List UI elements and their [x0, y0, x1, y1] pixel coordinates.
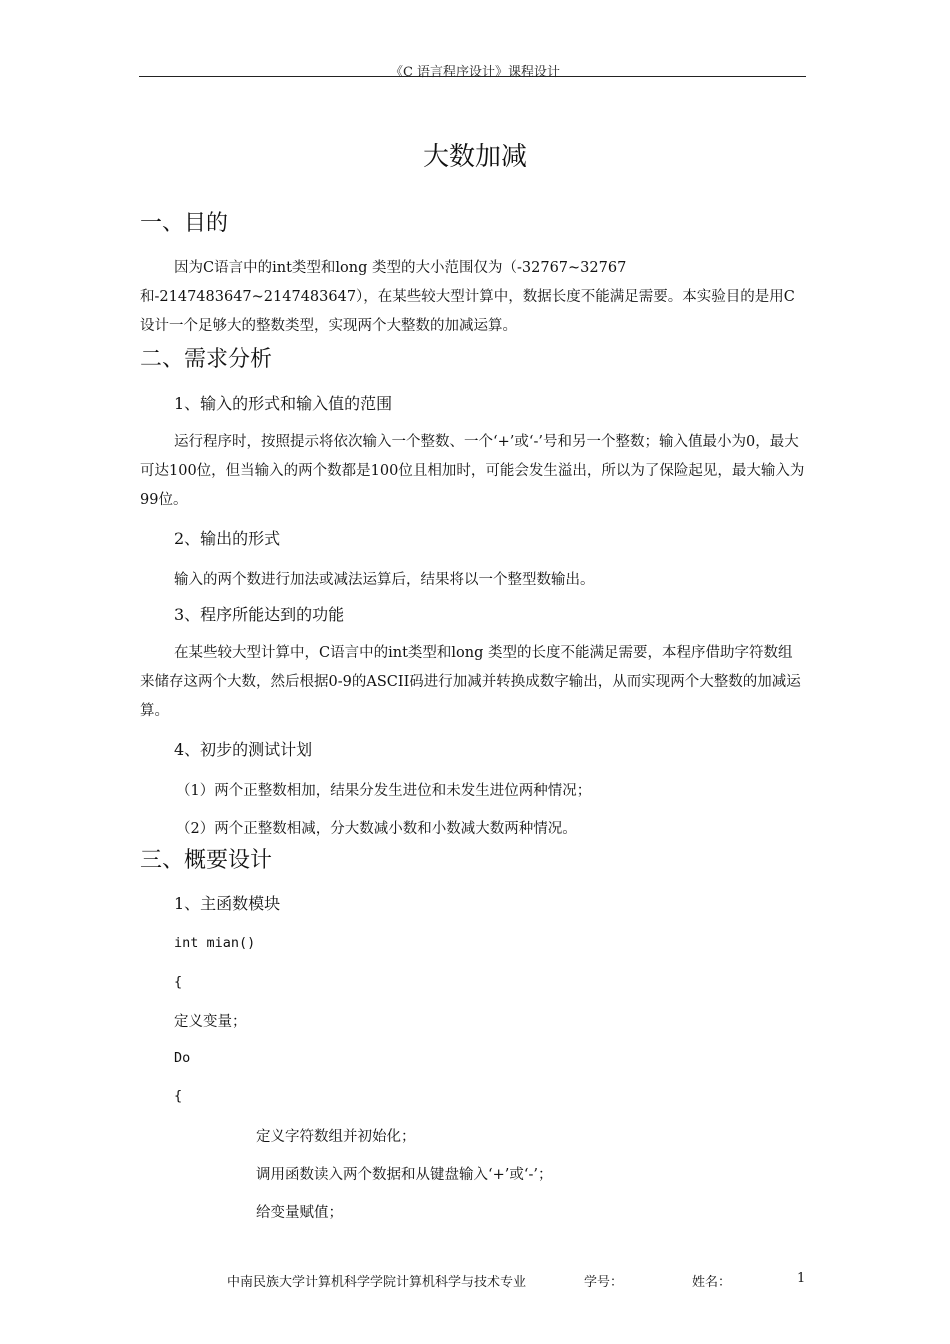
- code-line-8: 给变量赋值；: [256, 1205, 343, 1221]
- footer-page-number: 1: [797, 1271, 806, 1286]
- subheading-functions: 3、程序所能达到的功能: [174, 605, 345, 624]
- running-header: 《C 语言程序设计》课程设计: [389, 65, 561, 80]
- code-line-4: Do: [174, 1050, 191, 1066]
- output-form-paragraph: 输入的两个数进行加法或减法运算后，结果将以一个整型数输出。: [174, 572, 595, 588]
- footer-school: 中南民族大学计算机科学学院计算机科学与技术专业: [227, 1275, 527, 1290]
- code-line-3: 定义变量；: [174, 1014, 247, 1030]
- code-line-6: 定义字符数组并初始化；: [256, 1129, 416, 1145]
- subheading-main-module: 1、主函数模块: [174, 894, 281, 913]
- footer-name-label: 姓名：: [692, 1275, 732, 1290]
- section-heading-purpose: 一、目的: [140, 211, 229, 236]
- test-plan-item-2: （2）两个正整数相减，分大数减小数和小数减大数两种情况。: [176, 821, 577, 837]
- document-title: 大数加减: [422, 142, 527, 172]
- subheading-input-form: 1、输入的形式和输入值的范围: [174, 394, 393, 413]
- footer-student-id-label: 学号：: [584, 1275, 624, 1290]
- code-line-5: {: [174, 1088, 183, 1104]
- functions-paragraph: 在某些较大型计算中，C语言中的int类型和long 类型的长度不能满足需要，本程序借助字符数组来储存这两个大数，然后根据0-9的ASCII码进行加减并转换成数字输出，从而实现两个大整数的加减运算。: [140, 645, 801, 719]
- code-line-7: 调用函数读入两个数据和从键盘输入‘+’或‘-’；: [256, 1167, 553, 1183]
- code-line-1: int mian(): [174, 935, 256, 951]
- header-rule: [139, 76, 806, 77]
- test-plan-item-1: （1）两个正整数相加，结果分发生进位和未发生进位两种情况；: [176, 783, 592, 799]
- purpose-paragraph: 因为C语言中的int类型和long 类型的大小范围仅为（-32767~32767和-2147483647~2147483647），在某些较大型计算中，数据长度不能满足需要。本实验目的是用C设计一个足够大的整数类型，实现两个大整数的加减运算。: [140, 260, 795, 334]
- code-line-2: {: [174, 974, 183, 990]
- subheading-test-plan: 4、初步的测试计划: [174, 740, 313, 759]
- section-heading-outline-design: 三、概要设计: [140, 848, 273, 873]
- section-heading-requirements: 二、需求分析: [140, 347, 273, 372]
- subheading-output-form: 2、输出的形式: [174, 529, 281, 548]
- input-form-paragraph: 运行程序时，按照提示将依次输入一个整数、一个‘+’或‘-’号和另一个整数；输入值最小为0，最大可达100位，但当输入的两个数都是100位且相加时，可能会发生溢出，所以为了保险起见，最大输入为99位。: [140, 434, 805, 508]
